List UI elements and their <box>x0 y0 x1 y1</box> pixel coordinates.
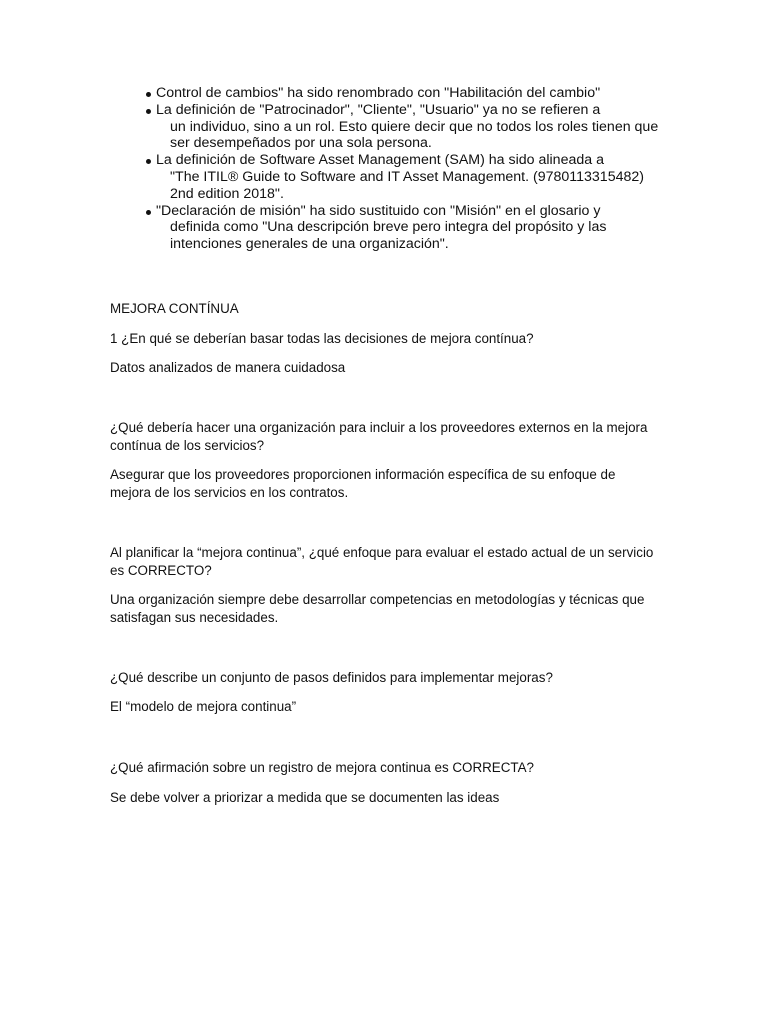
bullet-dot-icon <box>146 210 151 215</box>
question-2: ¿Qué debería hacer una organización para incluir a los proveedores externos en la mejora contínua de los servicios? <box>110 420 648 453</box>
bullet-dot-icon <box>146 159 151 164</box>
bullet-text: "Declaración de misión" ha sido sustituido con "Misión" en el glosario y <box>156 202 601 219</box>
bullet-text-continuation: definida como "Una descripción breve pero integra del propósito y las intenciones generales de una organización". <box>170 219 607 253</box>
section-title: MEJORA CONTÍNUA <box>110 301 239 316</box>
question-4: ¿Qué describe un conjunto de pasos definidos para implementar mejoras? <box>110 670 553 685</box>
bullet-item <box>146 203 666 253</box>
question-5: ¿Qué afirmación sobre un registro de mejora continua es CORRECTA? <box>110 760 534 775</box>
answer-3: Una organización siempre debe desarrollar competencias en metodologías y técnicas que satisfagan sus necesidades. <box>110 592 645 625</box>
changes-bullet-list <box>146 85 666 253</box>
bullet-text: La definición de Software Asset Management (SAM) ha sido alineada a <box>156 152 604 169</box>
question-3: Al planificar la “mejora continua”, ¿qué enfoque para evaluar el estado actual de un servicio es CORRECTO? <box>110 545 654 578</box>
bullet-item <box>146 152 666 202</box>
bullet-text-continuation: un individuo, sino a un rol. Esto quiere decir que no todos los roles tienen que ser desempeñados por una sola persona. <box>170 118 659 152</box>
bullet-text: La definición de "Patrocinador", "Cliente", "Usuario" ya no se refieren a <box>156 101 601 118</box>
answer-5: Se debe volver a priorizar a medida que se documenten las ideas <box>110 790 500 805</box>
question-1: 1 ¿En qué se deberían basar todas las decisiones de mejora contínua? <box>110 331 534 346</box>
bullet-item <box>146 85 666 102</box>
bullet-text: Control de cambios" ha sido renombrado con "Habilitación del cambio" <box>156 85 601 101</box>
bullet-item <box>146 102 666 152</box>
bullet-text-continuation: "The ITIL® Guide to Software and IT Asset Management. (9780113315482) 2nd edition 2018". <box>170 168 644 202</box>
answer-4: El “modelo de mejora continua” <box>110 699 297 714</box>
answer-1: Datos analizados de manera cuidadosa <box>110 360 346 375</box>
bullet-dot-icon <box>146 92 151 97</box>
bullet-dot-icon <box>146 109 151 114</box>
answer-2: Asegurar que los proveedores proporcionen información específica de su enfoque de mejora de los servicios en los contratos. <box>110 467 616 500</box>
